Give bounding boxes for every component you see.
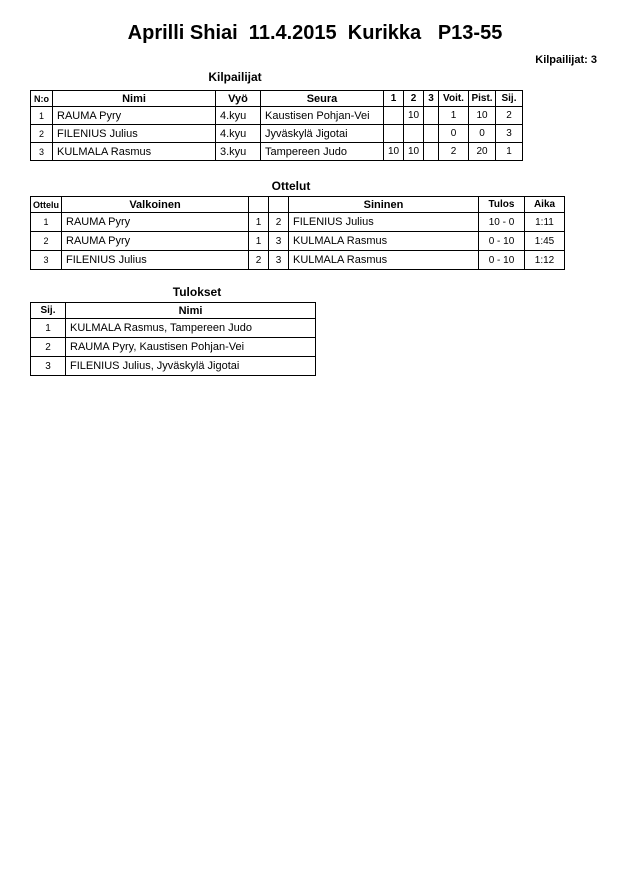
col-header-sij: Sij. [31,303,66,319]
cell-valkoinen: FILENIUS Julius [62,251,249,270]
col-header-pist: Pist. [469,91,496,107]
col-header-vyo: Vyö [216,91,261,107]
cell-vyo: 3.kyu [216,143,261,161]
col-header-nimi: Nimi [66,303,316,319]
cell-sij: 2 [31,338,66,357]
table-row [31,319,316,338]
cell-aika: 1:45 [525,232,565,251]
cell-nimi: KULMALA Rasmus [53,143,216,161]
cell-sij: 3 [31,357,66,376]
cell-ottelu: 2 [31,232,62,251]
table-row [31,338,316,357]
cell-nimi: FILENIUS Julius, Jyväskylä Jigotai [66,357,316,376]
cell-sij: 1 [496,143,523,161]
cell-valkoinen-nro: 1 [249,213,269,232]
table-header-row [31,303,316,319]
page-title: Aprilli Shiai 11.4.2015 Kurikka P13-55 [127,22,503,44]
table-row [31,357,316,376]
cell-nimi: KULMALA Rasmus, Tampereen Judo [66,319,316,338]
table-row [31,125,523,143]
cell-round-2 [404,125,424,143]
cell-nimi: RAUMA Pyry [53,107,216,125]
cell-pist: 0 [469,125,496,143]
table-header-row [31,91,523,107]
cell-aika: 1:11 [525,213,565,232]
cell-ottelu: 1 [31,213,62,232]
cell-sininen-nro: 2 [269,213,289,232]
cell-seura: Kaustisen Pohjan-Vei [261,107,384,125]
col-header-round-2: 2 [404,91,424,107]
table-row [31,232,565,251]
col-header-valkoinen: Valkoinen [62,197,249,213]
cell-valkoinen-nro: 1 [249,232,269,251]
table-row [31,143,523,161]
cell-sininen-nro: 3 [269,251,289,270]
cell-round-1 [384,107,404,125]
col-header-sij: Sij. [496,91,523,107]
table-header-row [31,197,565,213]
col-header-ottelu: Ottelu [31,197,62,213]
section-title-ottelut: Ottelut [271,179,311,193]
cell-seura: Tampereen Judo [261,143,384,161]
col-header-round-1: 1 [384,91,404,107]
cell-sij: 3 [496,125,523,143]
col-header-seura: Seura [261,91,384,107]
cell-sininen: FILENIUS Julius [289,213,479,232]
cell-vyo: 4.kyu [216,125,261,143]
cell-tulos: 0 - 10 [479,251,525,270]
table-row [31,107,523,125]
col-header-sininen: Sininen [289,197,479,213]
section-title-kilpailijat: Kilpailijat [208,70,262,84]
cell-sininen-nro: 3 [269,232,289,251]
cell-nimi: FILENIUS Julius [53,125,216,143]
cell-voit: 0 [439,125,469,143]
cell-round-3 [424,107,439,125]
col-header-sininen-nro [269,197,289,213]
col-header-voit: Voit. [439,91,469,107]
col-header-valkoinen-nro [249,197,269,213]
cell-sininen: KULMALA Rasmus [289,232,479,251]
kilpailijat-table [30,90,523,161]
cell-round-2: 10 [404,107,424,125]
cell-vyo: 4.kyu [216,107,261,125]
cell-sij: 2 [496,107,523,125]
cell-round-2: 10 [404,143,424,161]
cell-voit: 1 [439,107,469,125]
col-header-aika: Aika [525,197,565,213]
tulokset-table [30,302,316,376]
cell-seura: Jyväskylä Jigotai [261,125,384,143]
cell-valkoinen-nro: 2 [249,251,269,270]
cell-round-1: 10 [384,143,404,161]
cell-valkoinen: RAUMA Pyry [62,232,249,251]
ottelut-table [30,196,565,270]
competitor-count-label: Kilpailijat: 3 [535,54,597,66]
cell-round-3 [424,125,439,143]
cell-sininen: KULMALA Rasmus [289,251,479,270]
table-row [31,213,565,232]
cell-round-3 [424,143,439,161]
cell-aika: 1:12 [525,251,565,270]
col-header-round-3: 3 [424,91,439,107]
col-header-nio: N:o [31,91,53,107]
col-header-nimi: Nimi [53,91,216,107]
section-title-tulokset: Tulokset [172,285,222,299]
cell-nimi: RAUMA Pyry, Kaustisen Pohjan-Vei [66,338,316,357]
cell-pist: 10 [469,107,496,125]
table-row [31,251,565,270]
cell-round-1 [384,125,404,143]
col-header-tulos: Tulos [479,197,525,213]
cell-valkoinen: RAUMA Pyry [62,213,249,232]
cell-sij: 1 [31,319,66,338]
cell-ottelu: 3 [31,251,62,270]
cell-nio: 1 [31,107,53,125]
cell-pist: 20 [469,143,496,161]
cell-tulos: 10 - 0 [479,213,525,232]
cell-nio: 3 [31,143,53,161]
cell-nio: 2 [31,125,53,143]
cell-tulos: 0 - 10 [479,232,525,251]
cell-voit: 2 [439,143,469,161]
